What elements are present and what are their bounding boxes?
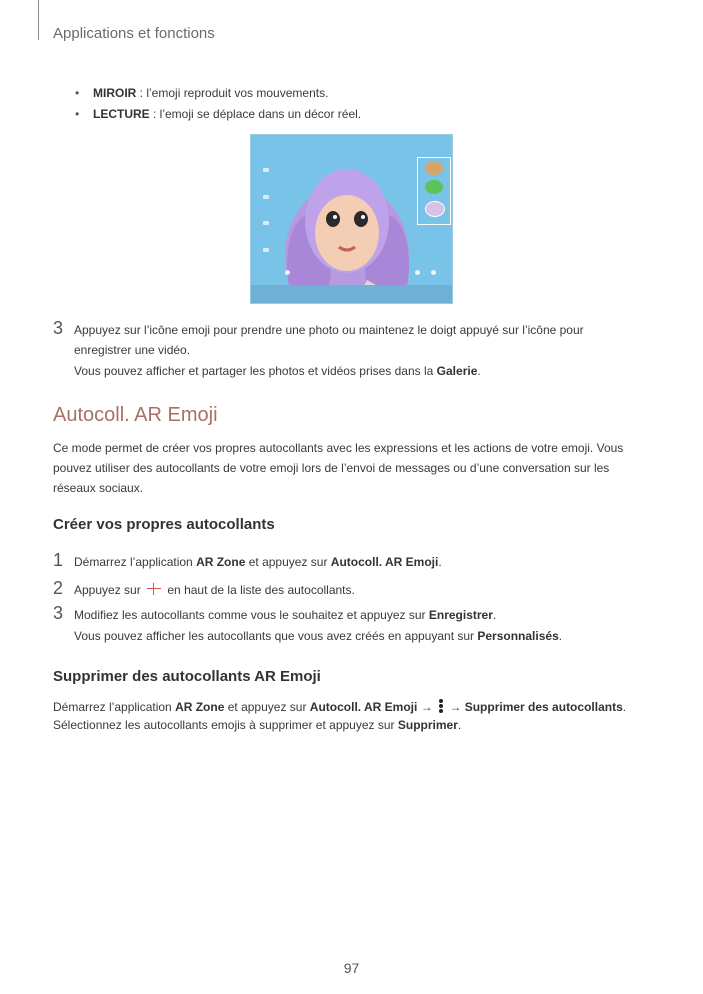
delete-instruction: Démarrez l’application AR Zone et appuyez sur Autocoll. AR Emoji → → Supprimer des autocollants. [53, 700, 627, 714]
camera-control-dot[interactable] [431, 270, 436, 275]
menu-name: Autocoll. AR Emoji [330, 555, 439, 569]
section-paragraph: Ce mode permet de créer vos propres autocollants avec les expressions et les actions de votre emoji. Vous pouvez utiliser des autocollants de votre emoji lors de l’envoi de messages ou d’une conversation sur les réseaux sociaux. [53, 441, 624, 495]
app-name: AR Zone [196, 555, 246, 569]
mode-bullet-list [75, 83, 361, 125]
menu-name: Autocoll. AR Emoji [309, 700, 418, 714]
bullet-item-lecture [75, 104, 361, 125]
button-name: Enregistrer [428, 608, 493, 622]
emoji-selection-panel[interactable] [417, 157, 451, 225]
header-rule [38, 0, 39, 40]
step-number: 1 [53, 550, 64, 570]
app-name: AR Zone [175, 700, 225, 714]
subheading-create: Créer vos propres autocollants [53, 516, 275, 533]
section-title: Autocoll. AR Emoji [53, 404, 218, 426]
plus-icon [146, 583, 162, 595]
step-note: Vous pouvez afficher les autocollants que vous avez créés en appuyant sur Personnalisés. [74, 629, 563, 643]
camera-control-dot[interactable] [285, 270, 290, 275]
page-number: 97 [343, 960, 360, 976]
step-text: enregistrer une vidéo. [74, 343, 191, 357]
bullet-text: : l’emoji reproduit vos mouvements. [136, 86, 329, 100]
emoji-thumbnail-icon[interactable] [425, 180, 443, 194]
step-text: Appuyez sur l’icône emoji pour prendre une photo ou maintenez le doigt appuyé sur l’icône pour [74, 323, 584, 337]
step-number: 3 [53, 318, 64, 338]
option-name: Supprimer des autocollants [464, 700, 623, 714]
bullet-text: : l’emoji se déplace dans un décor réel. [149, 107, 362, 121]
bullet-dot: • [75, 86, 80, 100]
header-title: Applications et fonctions [53, 25, 215, 42]
emoji-thumbnail-icon[interactable] [425, 201, 445, 217]
step-text: Démarrez l’application AR Zone et appuyez sur Autocoll. AR Emoji. [74, 555, 442, 569]
button-name: Supprimer [397, 718, 458, 732]
step-number: 2 [53, 578, 64, 598]
camera-control-dot[interactable] [415, 270, 420, 275]
step-note: Vous pouvez afficher et partager les photos et vidéos prises dans la Galerie. [74, 364, 481, 378]
emoji-thumbnail-icon[interactable] [425, 161, 443, 175]
bullet-item-miroir [75, 83, 361, 104]
step-text: Appuyez sur en haut de la liste des autocollants. [74, 583, 355, 597]
delete-instruction: Sélectionnez les autocollants emojis à supprimer et appuyez sur Supprimer. [53, 718, 462, 732]
camera-bottom-bar [251, 285, 452, 303]
step-number: 3 [53, 603, 64, 623]
ar-emoji-camera-screenshot [250, 134, 453, 304]
subheading-delete: Supprimer des autocollants AR Emoji [53, 668, 321, 685]
bullet-term: MIROIR [93, 86, 137, 100]
tab-name: Personnalisés [477, 629, 559, 643]
step-text: Modifiez les autocollants comme vous le souhaitez et appuyez sur Enregistrer. [74, 608, 497, 622]
more-options-icon [438, 699, 444, 713]
bullet-dot: • [75, 107, 80, 121]
bullet-term: LECTURE [93, 107, 150, 121]
gallery-app-name: Galerie [436, 364, 478, 378]
